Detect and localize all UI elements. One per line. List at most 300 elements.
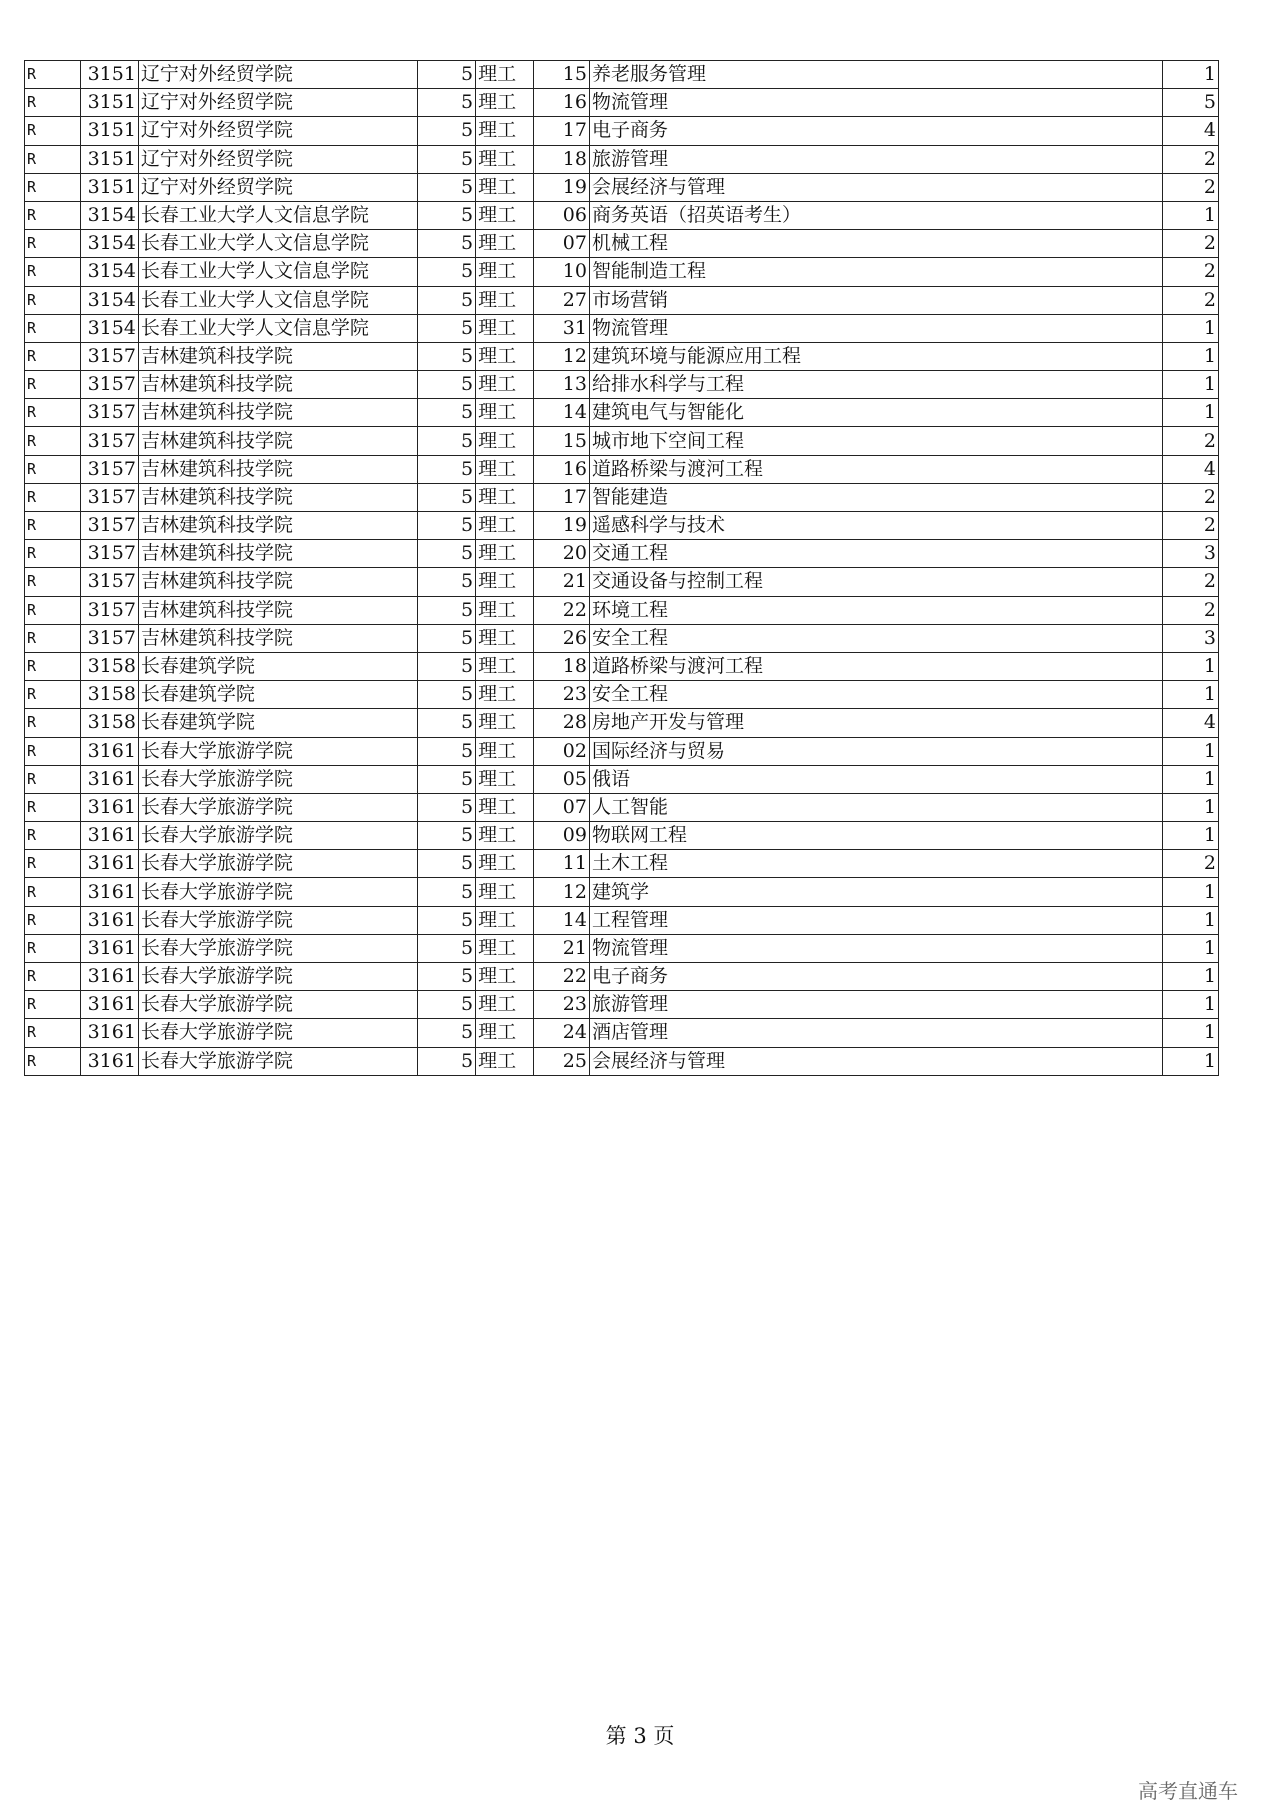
table-row	[25, 568, 1219, 596]
duration-cell: 5	[417, 934, 475, 962]
major-name-cell: 商务英语（招英语考生）	[589, 201, 1162, 229]
duration-cell: 5	[417, 258, 475, 286]
table-row	[25, 230, 1219, 258]
quota-cell: 4	[1163, 709, 1219, 737]
school-name-cell: 长春建筑学院	[138, 681, 417, 709]
duration-cell: 5	[417, 512, 475, 540]
quota-cell: 1	[1163, 652, 1219, 680]
school-code-cell: 3161	[80, 793, 138, 821]
category-cell: R	[25, 89, 81, 117]
quota-cell: 2	[1163, 512, 1219, 540]
school-code-cell: 3154	[80, 286, 138, 314]
category-cell: R	[25, 540, 81, 568]
duration-cell: 5	[417, 850, 475, 878]
school-code-cell: 3161	[80, 1047, 138, 1075]
school-code-cell: 3157	[80, 512, 138, 540]
duration-cell: 5	[417, 991, 475, 1019]
category-cell: R	[25, 681, 81, 709]
quota-cell: 1	[1163, 681, 1219, 709]
table-row	[25, 709, 1219, 737]
duration-cell: 5	[417, 483, 475, 511]
school-name-cell: 长春工业大学人文信息学院	[138, 258, 417, 286]
quota-cell: 1	[1163, 737, 1219, 765]
subject-type-cell: 理工	[476, 540, 534, 568]
school-name-cell: 长春建筑学院	[138, 652, 417, 680]
table-body	[25, 61, 1219, 1076]
school-name-cell: 吉林建筑科技学院	[138, 596, 417, 624]
category-cell: R	[25, 906, 81, 934]
duration-cell: 5	[417, 596, 475, 624]
table-row	[25, 371, 1219, 399]
school-code-cell: 3157	[80, 342, 138, 370]
school-code-cell: 3157	[80, 483, 138, 511]
duration-cell: 5	[417, 878, 475, 906]
school-code-cell: 3158	[80, 709, 138, 737]
quota-cell: 5	[1163, 89, 1219, 117]
school-code-cell: 3157	[80, 371, 138, 399]
watermark-text: 高考直通车	[1138, 1779, 1238, 1803]
quota-cell: 1	[1163, 991, 1219, 1019]
school-code-cell: 3161	[80, 963, 138, 991]
duration-cell: 5	[417, 371, 475, 399]
duration-cell: 5	[417, 624, 475, 652]
school-name-cell: 长春大学旅游学院	[138, 850, 417, 878]
school-name-cell: 长春大学旅游学院	[138, 934, 417, 962]
school-code-cell: 3157	[80, 427, 138, 455]
table-row	[25, 765, 1219, 793]
table-row	[25, 934, 1219, 962]
quota-cell: 1	[1163, 1047, 1219, 1075]
school-code-cell: 3151	[80, 173, 138, 201]
school-code-cell: 3161	[80, 1019, 138, 1047]
table-row	[25, 342, 1219, 370]
school-code-cell: 3158	[80, 652, 138, 680]
major-code-cell: 15	[534, 61, 590, 89]
major-code-cell: 31	[534, 314, 590, 342]
major-name-cell: 旅游管理	[589, 991, 1162, 1019]
major-name-cell: 俄语	[589, 765, 1162, 793]
duration-cell: 5	[417, 89, 475, 117]
major-name-cell: 遥感科学与技术	[589, 512, 1162, 540]
category-cell: R	[25, 173, 81, 201]
subject-type-cell: 理工	[476, 850, 534, 878]
table-row	[25, 878, 1219, 906]
quota-cell: 2	[1163, 230, 1219, 258]
major-code-cell: 11	[534, 850, 590, 878]
school-code-cell: 3161	[80, 850, 138, 878]
major-name-cell: 智能建造	[589, 483, 1162, 511]
duration-cell: 5	[417, 652, 475, 680]
major-code-cell: 18	[534, 145, 590, 173]
subject-type-cell: 理工	[476, 709, 534, 737]
duration-cell: 5	[417, 681, 475, 709]
subject-type-cell: 理工	[476, 427, 534, 455]
quota-cell: 1	[1163, 934, 1219, 962]
category-cell: R	[25, 737, 81, 765]
major-code-cell: 10	[534, 258, 590, 286]
subject-type-cell: 理工	[476, 117, 534, 145]
table-row	[25, 117, 1219, 145]
duration-cell: 5	[417, 201, 475, 229]
school-name-cell: 辽宁对外经贸学院	[138, 145, 417, 173]
duration-cell: 5	[417, 117, 475, 145]
category-cell: R	[25, 878, 81, 906]
quota-cell: 1	[1163, 314, 1219, 342]
school-name-cell: 长春大学旅游学院	[138, 822, 417, 850]
duration-cell: 5	[417, 793, 475, 821]
subject-type-cell: 理工	[476, 173, 534, 201]
category-cell: R	[25, 709, 81, 737]
school-name-cell: 长春大学旅游学院	[138, 793, 417, 821]
category-cell: R	[25, 230, 81, 258]
category-cell: R	[25, 258, 81, 286]
duration-cell: 5	[417, 765, 475, 793]
table-row	[25, 145, 1219, 173]
school-name-cell: 长春建筑学院	[138, 709, 417, 737]
quota-cell: 2	[1163, 173, 1219, 201]
category-cell: R	[25, 1047, 81, 1075]
subject-type-cell: 理工	[476, 681, 534, 709]
major-code-cell: 12	[534, 878, 590, 906]
duration-cell: 5	[417, 145, 475, 173]
major-code-cell: 05	[534, 765, 590, 793]
school-name-cell: 长春大学旅游学院	[138, 1047, 417, 1075]
major-name-cell: 人工智能	[589, 793, 1162, 821]
category-cell: R	[25, 822, 81, 850]
school-code-cell: 3158	[80, 681, 138, 709]
major-code-cell: 09	[534, 822, 590, 850]
major-code-cell: 17	[534, 483, 590, 511]
subject-type-cell: 理工	[476, 314, 534, 342]
table-row	[25, 314, 1219, 342]
major-code-cell: 28	[534, 709, 590, 737]
table-row	[25, 258, 1219, 286]
quota-cell: 4	[1163, 117, 1219, 145]
school-name-cell: 长春大学旅游学院	[138, 906, 417, 934]
major-name-cell: 安全工程	[589, 681, 1162, 709]
major-name-cell: 土木工程	[589, 850, 1162, 878]
school-name-cell: 吉林建筑科技学院	[138, 624, 417, 652]
subject-type-cell: 理工	[476, 371, 534, 399]
school-name-cell: 长春工业大学人文信息学院	[138, 201, 417, 229]
category-cell: R	[25, 201, 81, 229]
school-name-cell: 辽宁对外经贸学院	[138, 117, 417, 145]
table-row	[25, 906, 1219, 934]
major-code-cell: 16	[534, 455, 590, 483]
major-code-cell: 18	[534, 652, 590, 680]
table-row	[25, 624, 1219, 652]
subject-type-cell: 理工	[476, 61, 534, 89]
school-name-cell: 长春工业大学人文信息学院	[138, 314, 417, 342]
table-row	[25, 201, 1219, 229]
major-code-cell: 07	[534, 230, 590, 258]
school-code-cell: 3161	[80, 934, 138, 962]
school-code-cell: 3161	[80, 878, 138, 906]
duration-cell: 5	[417, 568, 475, 596]
major-name-cell: 电子商务	[589, 963, 1162, 991]
quota-cell: 2	[1163, 286, 1219, 314]
category-cell: R	[25, 145, 81, 173]
subject-type-cell: 理工	[476, 765, 534, 793]
major-code-cell: 25	[534, 1047, 590, 1075]
table-row	[25, 652, 1219, 680]
school-name-cell: 长春工业大学人文信息学院	[138, 230, 417, 258]
school-name-cell: 吉林建筑科技学院	[138, 342, 417, 370]
quota-cell: 1	[1163, 963, 1219, 991]
subject-type-cell: 理工	[476, 963, 534, 991]
duration-cell: 5	[417, 286, 475, 314]
major-name-cell: 物流管理	[589, 89, 1162, 117]
enrollment-plan-table	[24, 60, 1219, 1076]
category-cell: R	[25, 1019, 81, 1047]
table-row	[25, 61, 1219, 89]
table-row	[25, 399, 1219, 427]
duration-cell: 5	[417, 399, 475, 427]
category-cell: R	[25, 850, 81, 878]
category-cell: R	[25, 399, 81, 427]
school-code-cell: 3157	[80, 540, 138, 568]
school-code-cell: 3161	[80, 765, 138, 793]
quota-cell: 1	[1163, 61, 1219, 89]
major-code-cell: 16	[534, 89, 590, 117]
table-row	[25, 1019, 1219, 1047]
school-code-cell: 3157	[80, 399, 138, 427]
duration-cell: 5	[417, 963, 475, 991]
major-name-cell: 环境工程	[589, 596, 1162, 624]
table-row	[25, 540, 1219, 568]
quota-cell: 2	[1163, 427, 1219, 455]
quota-cell: 2	[1163, 850, 1219, 878]
category-cell: R	[25, 652, 81, 680]
major-name-cell: 城市地下空间工程	[589, 427, 1162, 455]
subject-type-cell: 理工	[476, 455, 534, 483]
category-cell: R	[25, 483, 81, 511]
school-code-cell: 3154	[80, 314, 138, 342]
school-code-cell: 3157	[80, 455, 138, 483]
subject-type-cell: 理工	[476, 652, 534, 680]
quota-cell: 4	[1163, 455, 1219, 483]
major-code-cell: 06	[534, 201, 590, 229]
category-cell: R	[25, 765, 81, 793]
category-cell: R	[25, 342, 81, 370]
school-name-cell: 长春大学旅游学院	[138, 991, 417, 1019]
category-cell: R	[25, 371, 81, 399]
subject-type-cell: 理工	[476, 1019, 534, 1047]
major-name-cell: 建筑电气与智能化	[589, 399, 1162, 427]
subject-type-cell: 理工	[476, 230, 534, 258]
duration-cell: 5	[417, 427, 475, 455]
quota-cell: 1	[1163, 822, 1219, 850]
quota-cell: 1	[1163, 793, 1219, 821]
school-name-cell: 吉林建筑科技学院	[138, 568, 417, 596]
page-number: 第 3 页	[605, 1724, 675, 1748]
subject-type-cell: 理工	[476, 793, 534, 821]
school-name-cell: 辽宁对外经贸学院	[138, 89, 417, 117]
school-name-cell: 长春大学旅游学院	[138, 1019, 417, 1047]
subject-type-cell: 理工	[476, 512, 534, 540]
table-row	[25, 173, 1219, 201]
subject-type-cell: 理工	[476, 342, 534, 370]
school-code-cell: 3151	[80, 89, 138, 117]
table-row	[25, 850, 1219, 878]
duration-cell: 5	[417, 230, 475, 258]
table-row	[25, 596, 1219, 624]
major-code-cell: 20	[534, 540, 590, 568]
major-name-cell: 旅游管理	[589, 145, 1162, 173]
major-code-cell: 19	[534, 173, 590, 201]
major-code-cell: 07	[534, 793, 590, 821]
major-name-cell: 工程管理	[589, 906, 1162, 934]
duration-cell: 5	[417, 906, 475, 934]
subject-type-cell: 理工	[476, 596, 534, 624]
category-cell: R	[25, 934, 81, 962]
major-name-cell: 给排水科学与工程	[589, 371, 1162, 399]
school-code-cell: 3161	[80, 906, 138, 934]
table-row	[25, 455, 1219, 483]
quota-cell: 1	[1163, 906, 1219, 934]
school-name-cell: 吉林建筑科技学院	[138, 512, 417, 540]
subject-type-cell: 理工	[476, 568, 534, 596]
school-code-cell: 3161	[80, 991, 138, 1019]
major-name-cell: 国际经济与贸易	[589, 737, 1162, 765]
major-name-cell: 市场营销	[589, 286, 1162, 314]
school-name-cell: 吉林建筑科技学院	[138, 399, 417, 427]
subject-type-cell: 理工	[476, 991, 534, 1019]
major-name-cell: 道路桥梁与渡河工程	[589, 455, 1162, 483]
category-cell: R	[25, 568, 81, 596]
school-name-cell: 长春大学旅游学院	[138, 737, 417, 765]
subject-type-cell: 理工	[476, 145, 534, 173]
major-code-cell: 12	[534, 342, 590, 370]
major-name-cell: 建筑学	[589, 878, 1162, 906]
category-cell: R	[25, 991, 81, 1019]
category-cell: R	[25, 117, 81, 145]
school-name-cell: 长春大学旅游学院	[138, 963, 417, 991]
duration-cell: 5	[417, 173, 475, 201]
school-code-cell: 3154	[80, 201, 138, 229]
duration-cell: 5	[417, 1019, 475, 1047]
major-name-cell: 电子商务	[589, 117, 1162, 145]
major-code-cell: 17	[534, 117, 590, 145]
category-cell: R	[25, 455, 81, 483]
quota-cell: 1	[1163, 878, 1219, 906]
major-name-cell: 安全工程	[589, 624, 1162, 652]
duration-cell: 5	[417, 737, 475, 765]
school-code-cell: 3151	[80, 117, 138, 145]
table-row	[25, 822, 1219, 850]
category-cell: R	[25, 427, 81, 455]
subject-type-cell: 理工	[476, 286, 534, 314]
major-name-cell: 道路桥梁与渡河工程	[589, 652, 1162, 680]
subject-type-cell: 理工	[476, 934, 534, 962]
school-code-cell: 3151	[80, 61, 138, 89]
quota-cell: 2	[1163, 145, 1219, 173]
quota-cell: 1	[1163, 1019, 1219, 1047]
major-code-cell: 02	[534, 737, 590, 765]
table-row	[25, 427, 1219, 455]
school-name-cell: 吉林建筑科技学院	[138, 540, 417, 568]
school-name-cell: 长春工业大学人文信息学院	[138, 286, 417, 314]
subject-type-cell: 理工	[476, 906, 534, 934]
major-name-cell: 酒店管理	[589, 1019, 1162, 1047]
subject-type-cell: 理工	[476, 878, 534, 906]
quota-cell: 1	[1163, 371, 1219, 399]
table-row	[25, 793, 1219, 821]
duration-cell: 5	[417, 455, 475, 483]
major-code-cell: 23	[534, 991, 590, 1019]
quota-cell: 1	[1163, 342, 1219, 370]
subject-type-cell: 理工	[476, 483, 534, 511]
major-code-cell: 14	[534, 399, 590, 427]
subject-type-cell: 理工	[476, 89, 534, 117]
duration-cell: 5	[417, 314, 475, 342]
quota-cell: 2	[1163, 596, 1219, 624]
subject-type-cell: 理工	[476, 399, 534, 427]
school-code-cell: 3154	[80, 230, 138, 258]
school-name-cell: 吉林建筑科技学院	[138, 427, 417, 455]
quota-cell: 1	[1163, 201, 1219, 229]
school-name-cell: 长春大学旅游学院	[138, 878, 417, 906]
subject-type-cell: 理工	[476, 737, 534, 765]
subject-type-cell: 理工	[476, 822, 534, 850]
major-code-cell: 14	[534, 906, 590, 934]
table-row	[25, 963, 1219, 991]
table-row	[25, 1047, 1219, 1075]
table-row	[25, 512, 1219, 540]
category-cell: R	[25, 624, 81, 652]
table-row	[25, 737, 1219, 765]
table-row	[25, 89, 1219, 117]
subject-type-cell: 理工	[476, 201, 534, 229]
school-name-cell: 吉林建筑科技学院	[138, 455, 417, 483]
major-name-cell: 房地产开发与管理	[589, 709, 1162, 737]
major-name-cell: 物流管理	[589, 314, 1162, 342]
major-code-cell: 22	[534, 963, 590, 991]
quota-cell: 1	[1163, 765, 1219, 793]
major-code-cell: 19	[534, 512, 590, 540]
category-cell: R	[25, 793, 81, 821]
school-code-cell: 3161	[80, 822, 138, 850]
category-cell: R	[25, 61, 81, 89]
school-code-cell: 3157	[80, 624, 138, 652]
major-code-cell: 24	[534, 1019, 590, 1047]
school-code-cell: 3161	[80, 737, 138, 765]
major-code-cell: 15	[534, 427, 590, 455]
school-name-cell: 辽宁对外经贸学院	[138, 61, 417, 89]
category-cell: R	[25, 286, 81, 314]
major-code-cell: 21	[534, 934, 590, 962]
school-code-cell: 3157	[80, 568, 138, 596]
table-row	[25, 483, 1219, 511]
duration-cell: 5	[417, 540, 475, 568]
major-name-cell: 交通设备与控制工程	[589, 568, 1162, 596]
school-name-cell: 辽宁对外经贸学院	[138, 173, 417, 201]
school-name-cell: 吉林建筑科技学院	[138, 483, 417, 511]
table-row	[25, 991, 1219, 1019]
table-row	[25, 681, 1219, 709]
duration-cell: 5	[417, 709, 475, 737]
table-row	[25, 286, 1219, 314]
major-code-cell: 21	[534, 568, 590, 596]
duration-cell: 5	[417, 822, 475, 850]
school-name-cell: 吉林建筑科技学院	[138, 371, 417, 399]
school-name-cell: 长春大学旅游学院	[138, 765, 417, 793]
category-cell: R	[25, 314, 81, 342]
major-name-cell: 物流管理	[589, 934, 1162, 962]
category-cell: R	[25, 596, 81, 624]
school-code-cell: 3157	[80, 596, 138, 624]
category-cell: R	[25, 963, 81, 991]
